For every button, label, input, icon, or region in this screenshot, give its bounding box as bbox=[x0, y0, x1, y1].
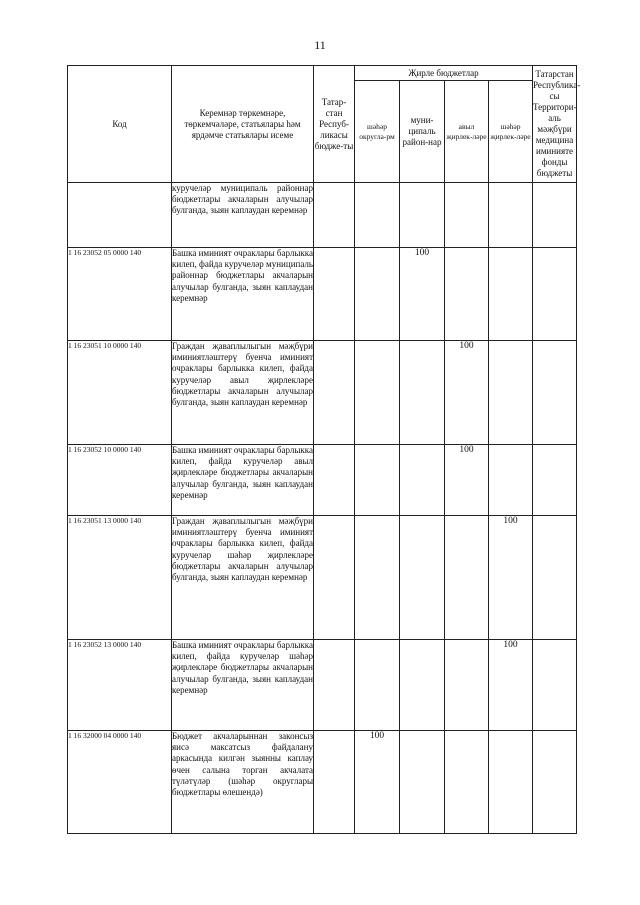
header-rural-settlements: авыл җирлек-ләре bbox=[445, 81, 489, 183]
value-rural-settlements: 100 bbox=[445, 341, 489, 445]
table-row bbox=[68, 445, 577, 516]
value-rural-settlements bbox=[445, 183, 489, 248]
value-rural-settlements bbox=[445, 640, 489, 731]
value-urban-settlements bbox=[489, 341, 533, 445]
row-description: куручеләр муниципаль районнар бюджетлары акчаларын алучылар булганда, зыян каплаудан керемнәр bbox=[172, 183, 314, 248]
value-municipal-districts bbox=[400, 640, 445, 731]
value-tfoms bbox=[533, 183, 577, 248]
header-name: Керемнәр төркемнәре, төркемчәләре, статьялары һәм ярдәмче статьялары исеме bbox=[172, 66, 314, 183]
table-row bbox=[68, 248, 577, 341]
header-urban-settlements: шәһәр җирлек-ләре bbox=[489, 81, 533, 183]
value-urban-settlements: 100 bbox=[489, 516, 533, 640]
value-municipal-districts bbox=[400, 341, 445, 445]
row-description: Башка иминият очраклары барлыкка килеп, файда куручеләр муниципаль районнар бюджетлары акчаларын алучылар булганда, зыян каплаудан керемнәр bbox=[172, 248, 314, 341]
row-description: Бюджет акчаларыннан законсыз яисә максатсыз файдалану аркасында килгән зыянны каплау өчен салына торган акчалата түләтүләр (шәһәр округлары бюджетлары өлешендә) bbox=[172, 731, 314, 834]
value-city-districts bbox=[355, 183, 400, 248]
value-rural-settlements bbox=[445, 516, 489, 640]
value-tfoms bbox=[533, 445, 577, 516]
row-code bbox=[68, 183, 172, 248]
value-tfoms bbox=[533, 731, 577, 834]
header-code: Код bbox=[68, 66, 172, 183]
value-municipal-districts bbox=[400, 731, 445, 834]
value-city-districts: 100 bbox=[355, 731, 400, 834]
value-tatarstan-budget bbox=[314, 341, 355, 445]
value-tatarstan-budget bbox=[314, 640, 355, 731]
row-description: Граждан җаваплылыгын мәҗбүри иминиятләштерү буенча иминият очраклары барлыкка килеп, файда куручеләр авыл җирлекләре бюджетлары акчаларын алучылар булганда, зыян каплаудан керемнәр bbox=[172, 341, 314, 445]
value-city-districts bbox=[355, 341, 400, 445]
row-description: Башка иминият очраклары барлыкка килеп, файда куручеләр шәһәр җирлекләре бюджетлары акчаларын алучылар булганда, зыян каплаудан керемнәр bbox=[172, 640, 314, 731]
value-urban-settlements bbox=[489, 183, 533, 248]
table-row bbox=[68, 516, 577, 640]
header-tfoms: Татарстан Республика-сы Территори-аль мәҗбүри медицина иминияте фонды бюджеты bbox=[533, 66, 577, 183]
value-rural-settlements: 100 bbox=[445, 445, 489, 516]
value-city-districts bbox=[355, 516, 400, 640]
row-description: Граждан җаваплылыгын мәҗбүри иминиятләштерү буенча иминият очраклары барлыкка килеп, файда куручеләр шәһәр җирлекләре бюджетлары акчаларын алучылар булганда, зыян каплаудан керемнәр bbox=[172, 516, 314, 640]
value-municipal-districts bbox=[400, 516, 445, 640]
value-tatarstan-budget bbox=[314, 248, 355, 341]
table-row bbox=[68, 731, 577, 834]
budget-revenue-table bbox=[67, 65, 581, 834]
value-tatarstan-budget bbox=[314, 731, 355, 834]
value-rural-settlements bbox=[445, 731, 489, 834]
value-city-districts bbox=[355, 248, 400, 341]
value-tatarstan-budget bbox=[314, 183, 355, 248]
page-number: 11 bbox=[314, 38, 326, 52]
value-tfoms bbox=[533, 640, 577, 731]
value-tfoms bbox=[533, 341, 577, 445]
value-city-districts bbox=[355, 445, 400, 516]
value-rural-settlements bbox=[445, 248, 489, 341]
value-tatarstan-budget bbox=[314, 445, 355, 516]
row-code: 1 16 23052 13 0000 140 bbox=[68, 640, 172, 731]
row-code: 1 16 23052 10 0000 140 bbox=[68, 445, 172, 516]
value-municipal-districts bbox=[400, 445, 445, 516]
value-tfoms bbox=[533, 516, 577, 640]
row-code: 1 16 23051 10 0000 140 bbox=[68, 341, 172, 445]
value-municipal-districts: 100 bbox=[400, 248, 445, 341]
row-code: 1 16 32000 04 0000 140 bbox=[68, 731, 172, 834]
row-code: 1 16 23052 05 0000 140 bbox=[68, 248, 172, 341]
value-urban-settlements: 100 bbox=[489, 640, 533, 731]
table-row bbox=[68, 183, 577, 248]
table-row bbox=[68, 341, 577, 445]
value-urban-settlements bbox=[489, 248, 533, 341]
value-municipal-districts bbox=[400, 183, 445, 248]
value-city-districts bbox=[355, 640, 400, 731]
header-tatarstan-budget: Татар-стан Респуб-ликасы бюдже-ты bbox=[314, 66, 355, 183]
row-code: 1 16 23051 13 0000 140 bbox=[68, 516, 172, 640]
row-description: Башка иминият очраклары барлыкка килеп, файда куручеләр авыл җирлекләре бюджетлары акчаларын алучылар булганда, зыян каплаудан керемнәр bbox=[172, 445, 314, 516]
value-urban-settlements bbox=[489, 445, 533, 516]
header-local-budgets: Җирле бюджетлар bbox=[355, 66, 533, 81]
header-municipal-districts: муни-ципаль район-нар bbox=[400, 81, 445, 183]
value-urban-settlements bbox=[489, 731, 533, 834]
value-tatarstan-budget bbox=[314, 516, 355, 640]
value-tfoms bbox=[533, 248, 577, 341]
header-city-districts: шәһәр округла-рм bbox=[355, 81, 400, 183]
table-body bbox=[68, 183, 577, 834]
table-row bbox=[68, 640, 577, 731]
